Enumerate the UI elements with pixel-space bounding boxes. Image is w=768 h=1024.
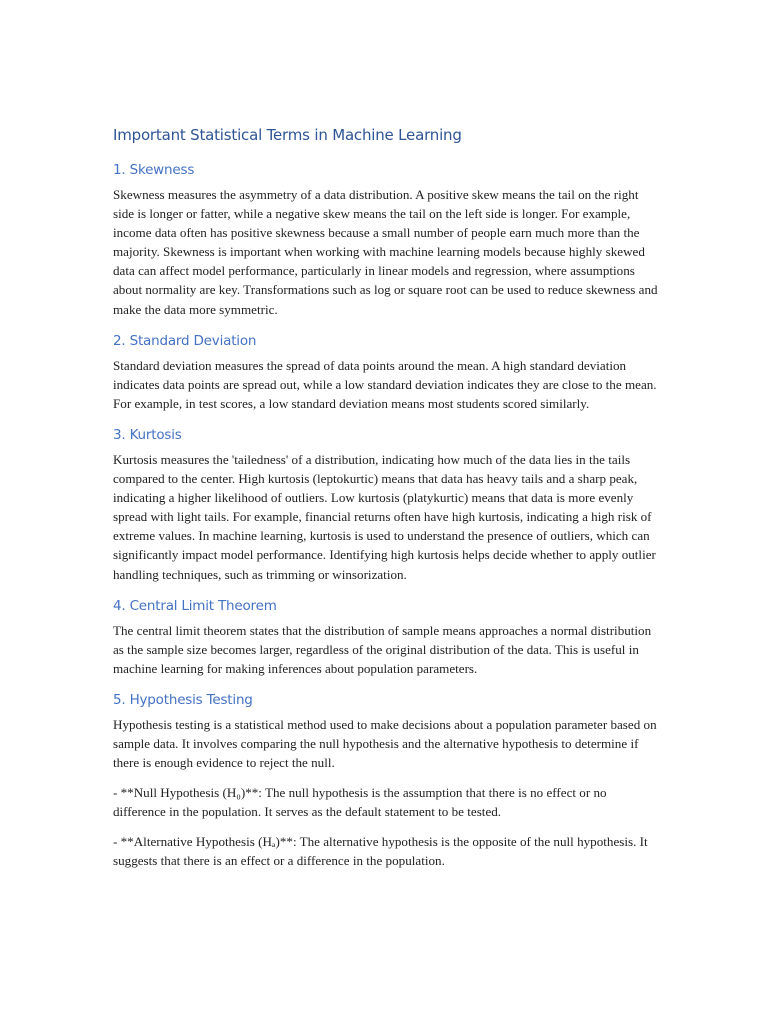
section-heading: 1. Skewness [113,162,195,178]
section-heading: 5. Hypothesis Testing [113,691,253,708]
section-paragraph: The central limit theorem states that the distribution of sample means approaches a normal distribution as the sample size becomes larger, regardless of the original distribution of the data. This is useful in machine learning for making inferences about population parameters. [113,622,652,676]
section-paragraph: Kurtosis measures the 'tailedness' of a distribution, indicating how much of the data lies in the tails compared to the center. High kurtosis (leptokurtic) means that data has heavy tails and a sharp peak, indicating a higher likelihood of outliers. Low kurtosis (platykurtic) means that data is more evenly spread with light tails. For example, financial returns often have high kurtosis, indicating a high risk of extreme values. In machine learning, kurtosis is used to understand the presence of outliers, which can significantly impact model performance. Identifying high kurtosis helps decide whether to apply outlier handling techniques, such as trimming or winsorization. [113,451,656,582]
section-standard-deviation [113,331,658,413]
section-paragraph: Hypothesis testing is a statistical method used to make decisions about a population parameter based on sample data. It involves comparing the null hypothesis and the alternative hypothesis to determine if there is enough evidence to reject the null. [113,716,657,771]
section-kurtosis [113,425,658,584]
section-hypothesis-testing [113,690,658,871]
document-page [113,124,658,882]
section-central-limit-theorem [113,596,658,678]
section-heading: 4. Central Limit Theorem [113,597,277,614]
section-heading: 2. Standard Deviation [113,332,257,349]
document-title: Important Statistical Terms in Machine Learning [113,126,462,144]
section-skewness [113,160,658,319]
section-paragraph: Skewness measures the asymmetry of a data distribution. A positive skew means the tail on the right side is longer or fatter, while a negative skew means the tail on the left side is longer. For example, income data often has positive skewness because a small number of people earn much more than the majority. Skewness is important when working with machine learning models because highly skewed data can affect model performance, particularly in linear models and regression, where assumptions about normality are key. Transformations such as log or square root can be used to reduce skewness and make the data more symmetric. [113,187,658,317]
alternative-hypothesis-paragraph: - **Alternative Hypothesis (Hₐ)**: The alternative hypothesis is the opposite of the null hypothesis. It suggests that there is an effect or a difference in the population. [113,834,648,869]
section-heading: 3. Kurtosis [113,426,182,443]
section-paragraph: Standard deviation measures the spread of data points around the mean. A high standard deviation indicates data points are spread out, while a low standard deviation indicates they are close to the mean. For example, in test scores, a low standard deviation means most students scored similarly. [113,357,657,411]
null-hypothesis-paragraph: - **Null Hypothesis (H₀)**: The null hypothesis is the assumption that there is no effect or no difference in the population. It serves as the default statement to be tested. [113,785,607,820]
